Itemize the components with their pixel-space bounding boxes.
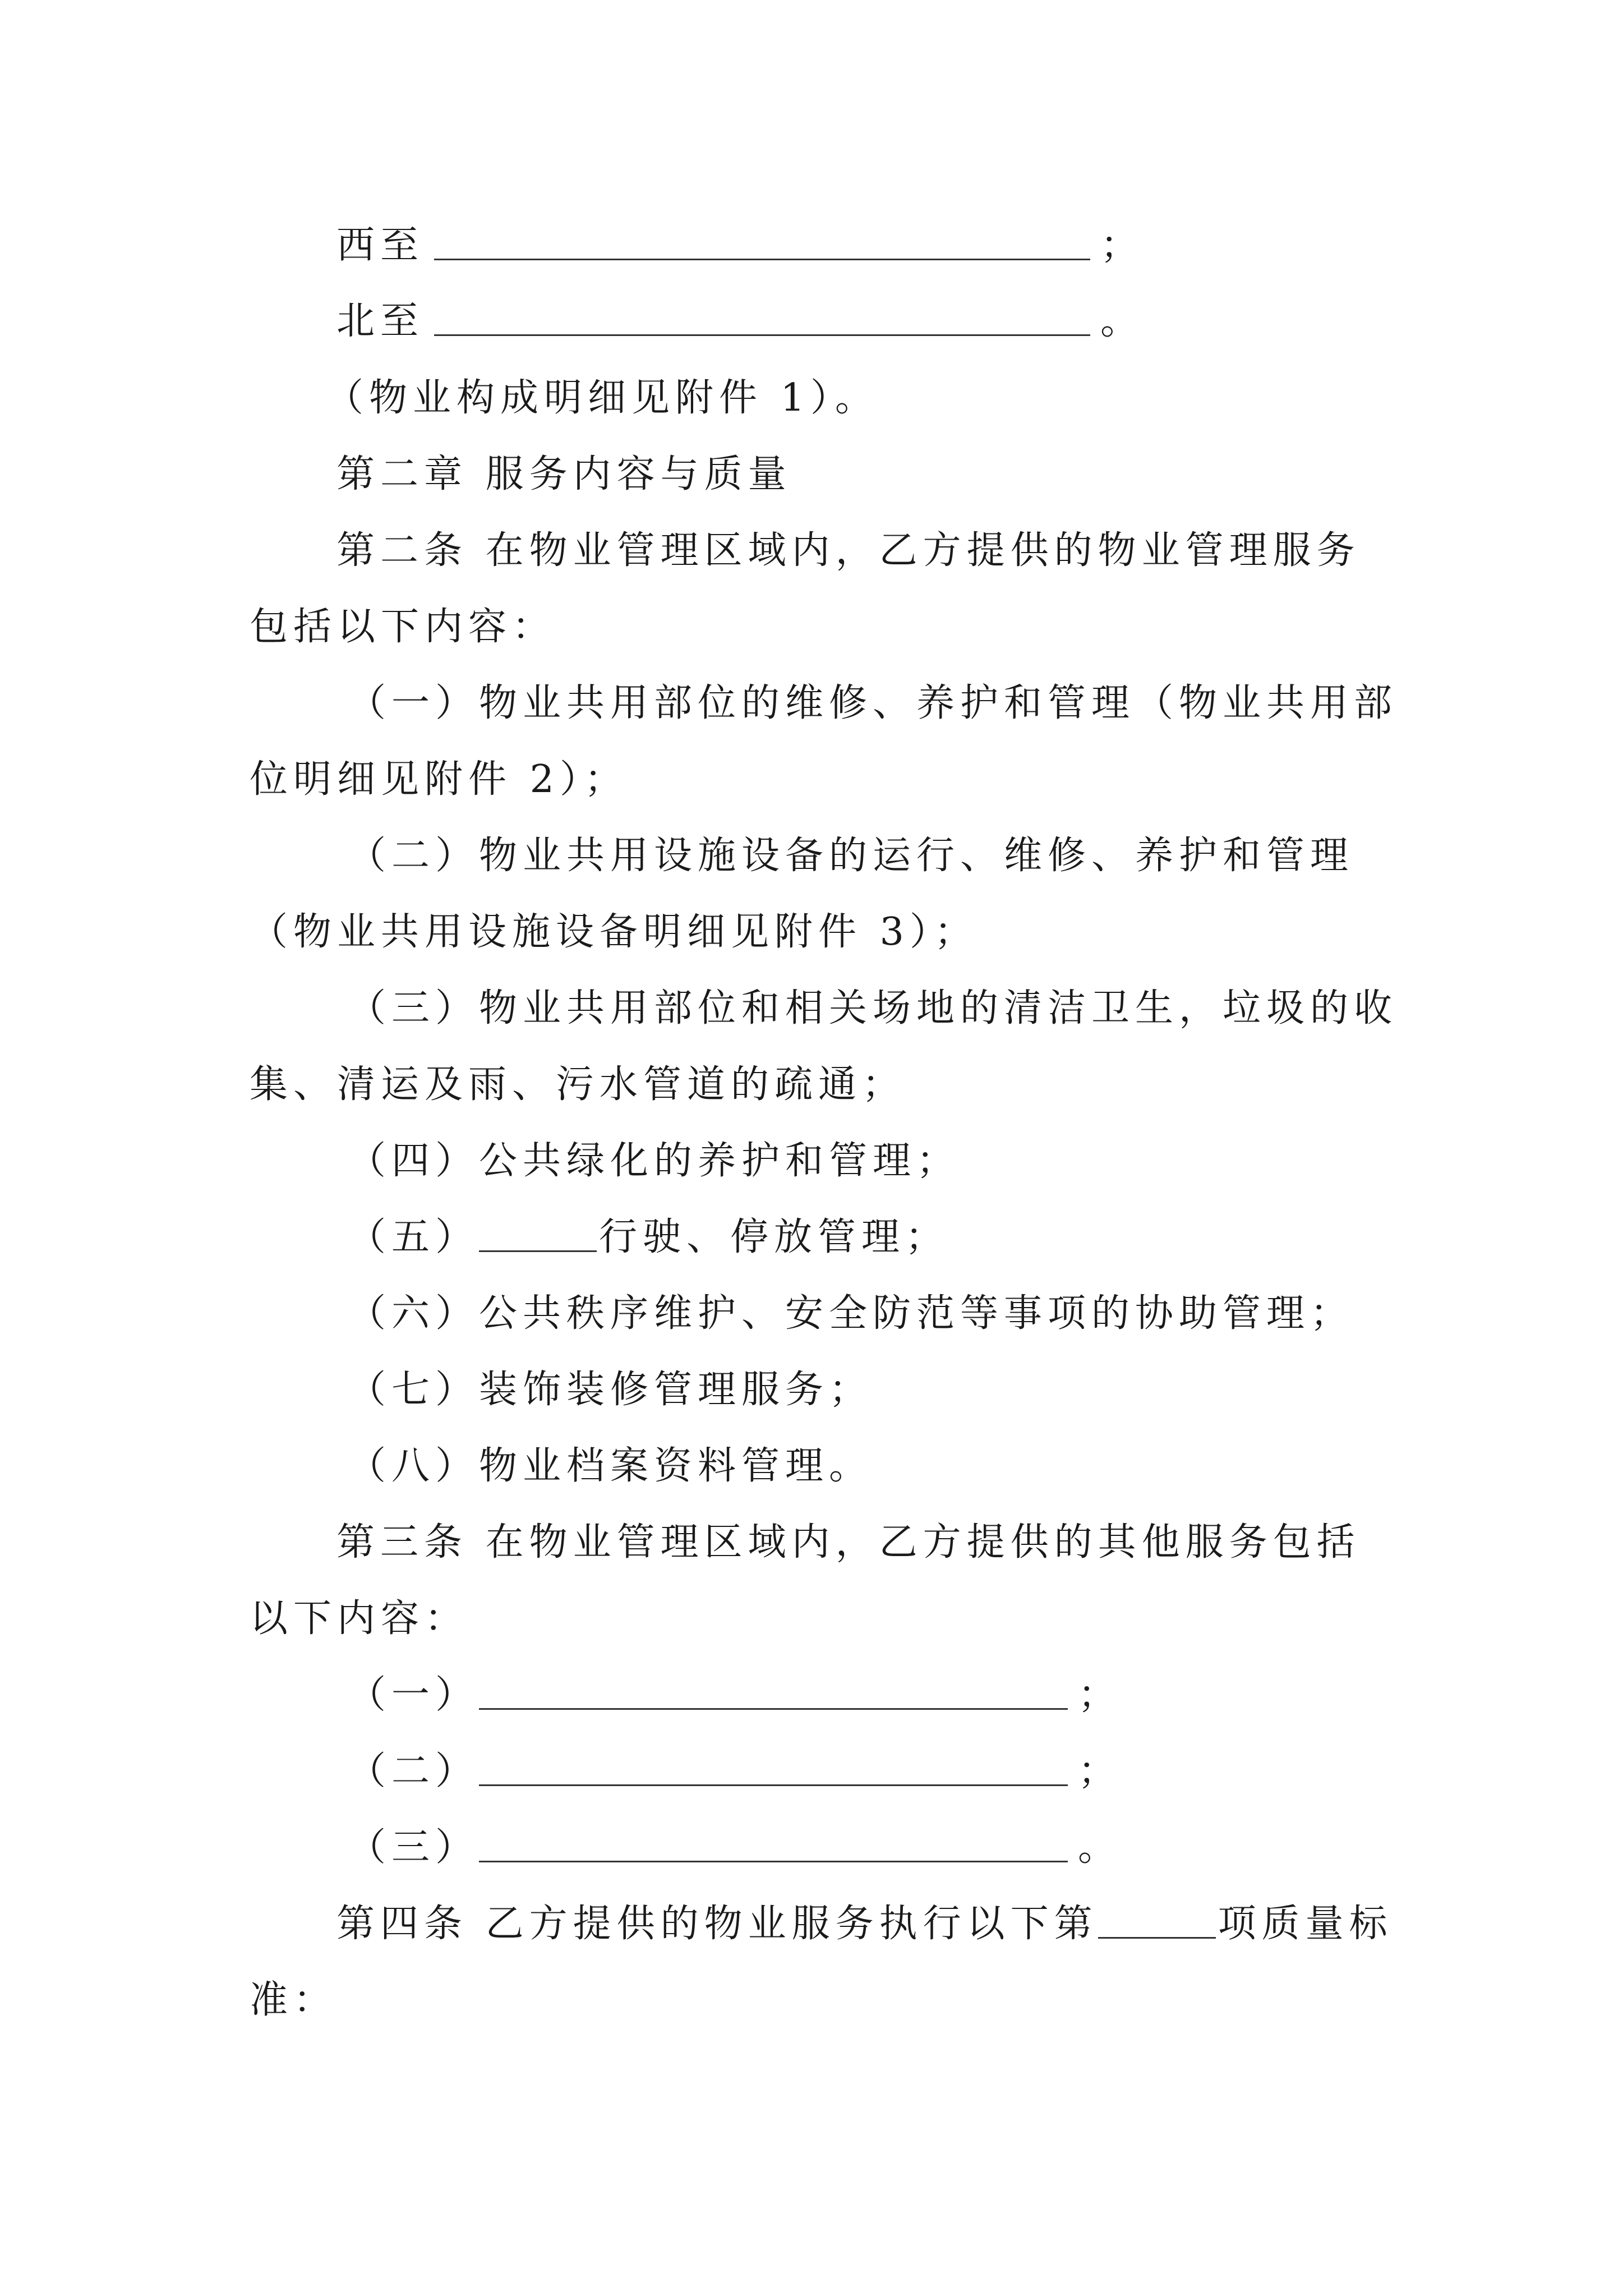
article4-blank — [1098, 1903, 1216, 1939]
other-service2-end: ； — [1078, 1749, 1122, 1793]
other-service3-blank — [479, 1827, 1068, 1862]
other-service1-prefix: （一） — [348, 1673, 479, 1717]
item3-line2: 集、清运及雨、污水管道的疏通； — [250, 1062, 906, 1107]
north-label: 北至 — [336, 299, 425, 343]
item5-blank — [479, 1217, 597, 1252]
other-service2 — [348, 1745, 1122, 1798]
item1-line1: （一）物业共用部位的维修、养护和管理（物业共用部 — [348, 681, 1398, 725]
north-end-punct: 。 — [1100, 299, 1145, 343]
item5 — [348, 1211, 949, 1264]
attachment1-note: （物业构成明细见附件 1）。 — [325, 376, 879, 420]
item6: （六）公共秩序维护、安全防范等事项的协助管理； — [348, 1291, 1354, 1336]
item1-line2: 位明细见附件 2）； — [250, 757, 628, 802]
item2-line2: （物业共用设施设备明细见附件 3）； — [250, 910, 978, 954]
other-service2-prefix: （二） — [348, 1749, 479, 1793]
article4-prefix: 第四条 乙方提供的物业服务执行以下第 — [336, 1902, 1098, 1946]
west-boundary-line — [336, 219, 1144, 273]
article4-line1 — [336, 1897, 1393, 1951]
article3-line1: 第三条 在物业管理区域内，乙方提供的其他服务包括 — [336, 1520, 1361, 1565]
item3-line1: （三）物业共用部位和相关场地的清洁卫生，垃圾的收 — [348, 986, 1398, 1030]
other-service1-blank — [479, 1674, 1068, 1710]
other-service3 — [348, 1821, 1122, 1875]
item8: （八）物业档案资料管理。 — [348, 1444, 873, 1488]
chapter2-title: 第二章 服务内容与质量 — [336, 452, 792, 496]
north-blank — [434, 301, 1090, 336]
west-end-punct: ； — [1100, 223, 1145, 268]
other-service1 — [348, 1668, 1122, 1722]
other-service3-prefix: （三） — [348, 1825, 479, 1870]
west-label: 西至 — [336, 223, 425, 268]
article4-suffix: 项质量标 — [1218, 1902, 1393, 1946]
article2-line1: 第二条 在物业管理区域内，乙方提供的物业管理服务 — [336, 528, 1361, 573]
item5-prefix: （五） — [348, 1215, 479, 1259]
other-service2-blank — [479, 1751, 1068, 1786]
other-service3-end: 。 — [1078, 1825, 1122, 1870]
article3-line2: 以下内容： — [250, 1596, 469, 1641]
item4: （四）公共绿化的养护和管理； — [348, 1139, 961, 1183]
article2-line2: 包括以下内容： — [250, 605, 556, 649]
other-service1-end: ； — [1078, 1673, 1122, 1717]
west-blank — [434, 225, 1090, 260]
item7: （七）装饰装修管理服务； — [348, 1368, 873, 1412]
item2-line1: （二）物业共用设施设备的运行、维修、养护和管理 — [348, 834, 1354, 878]
north-boundary-line — [336, 295, 1144, 348]
item5-suffix: 行驶、停放管理； — [599, 1215, 949, 1259]
article4-line2: 准： — [250, 1978, 338, 2022]
